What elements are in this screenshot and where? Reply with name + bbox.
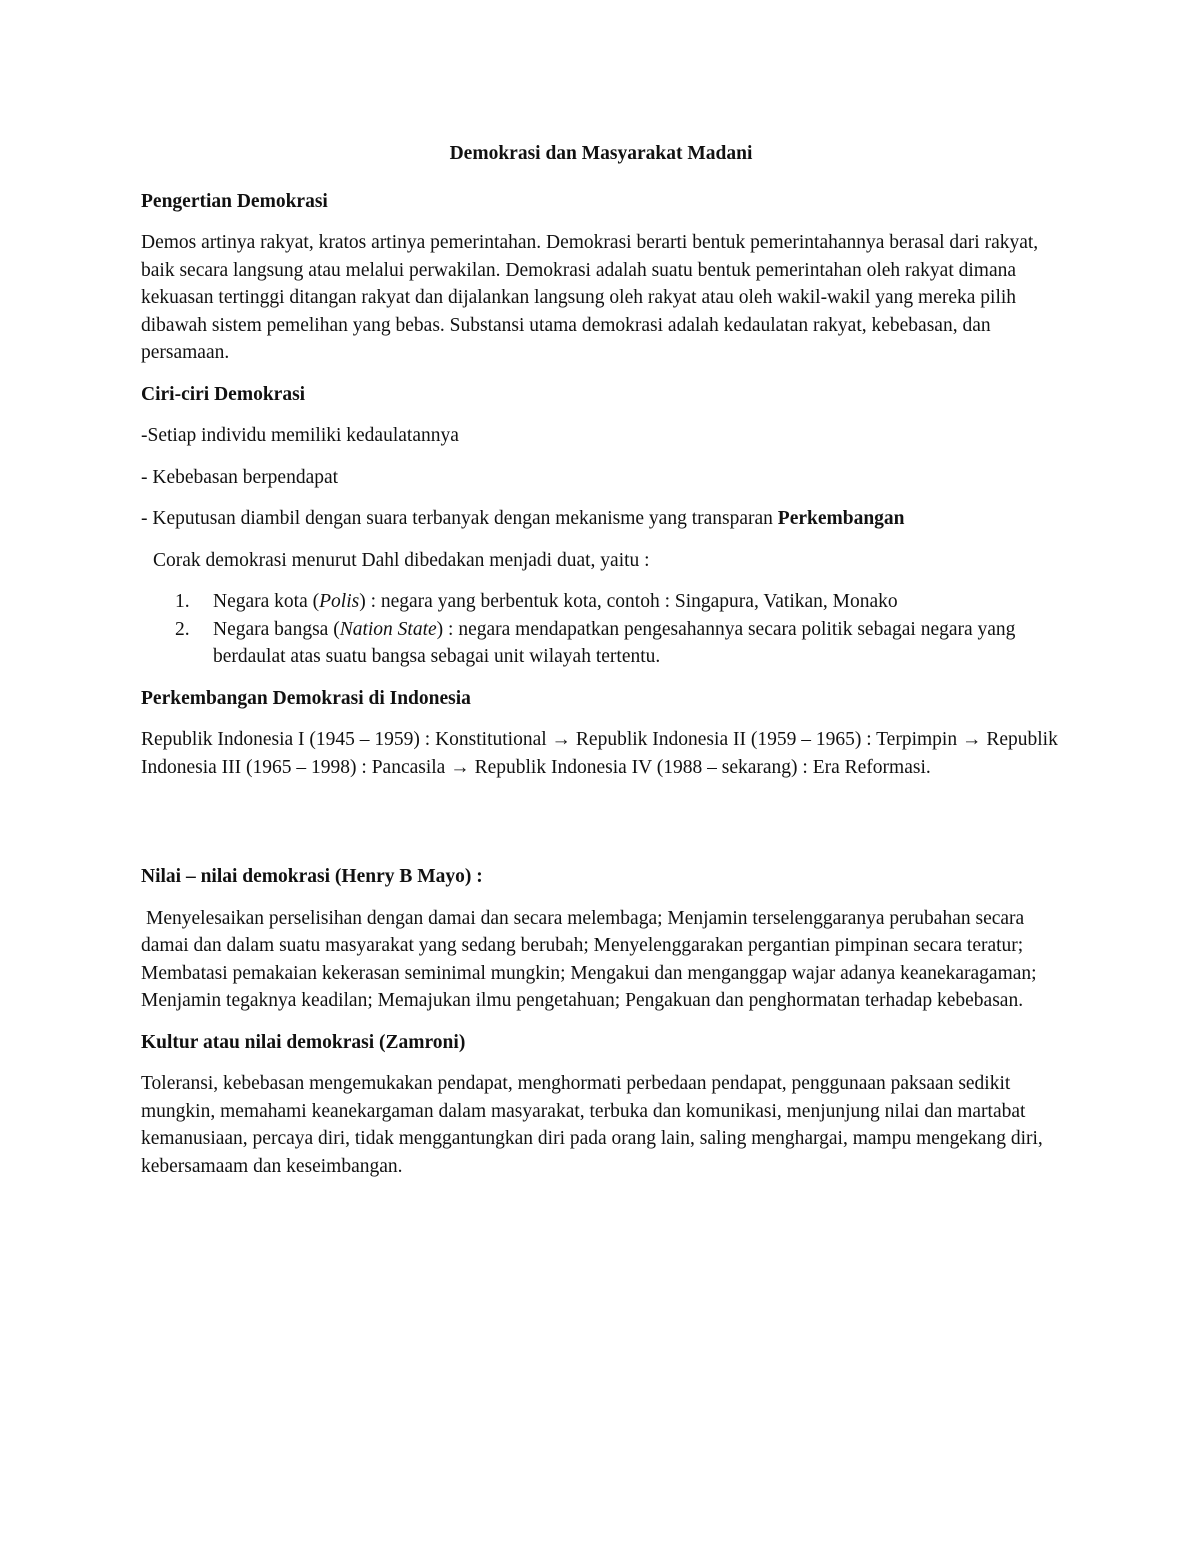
paragraph-nilai: Menyelesaikan perselisihan dengan damai dan secara melembaga; Menjamin terselenggaranya perubahan secara damai dan dalam suatu masyarakat yang sedang berubah; Menyelenggarakan pergantian pimpinan secara teratur; Membatasi pemakaian kekerasan seminimal mungkin; Mengakui dan menganggap wajar adanya keanekaragaman; Menjamin tegaknya keadilan; Memajukan ilmu pengetahuan; Pengakuan dan penghormatan terhadap kebebasan. <box>141 907 1037 1011</box>
bullet-item <box>141 505 1061 533</box>
list-item <box>141 616 1061 671</box>
section-heading-ciri: Ciri-ciri Demokrasi <box>141 383 306 405</box>
list-text-post: ) : negara yang berbentuk kota, contoh : Singapura, Vatikan, Monako <box>359 591 898 612</box>
paragraph-perkembangan-indonesia: Republik Indonesia I (1945 – 1959) : Konstitutional → Republik Indonesia II (1959 – 1965) : Terpimpin → Republik Indonesia III (1965 – 1998) : Pancasila → Republik Indonesia IV (1988 – sekarang) : Era Reformasi. <box>141 729 1058 778</box>
document-title: Demokrasi dan Masyarakat Madani <box>449 143 753 164</box>
list-number: 1. <box>175 591 190 612</box>
list-number: 2. <box>175 618 190 640</box>
list-text-pre: Negara bangsa ( <box>213 618 340 640</box>
paragraph-pengertian: Demos artinya rakyat, kratos artinya pemerintahan. Demokrasi berarti bentuk pemerintahannya berasal dari rakyat, baik secara langsung atau melalui perwakilan. Demokrasi adalah suatu bentuk pemerintahan oleh rakyat dimana kekuasan tertinggi ditangan rakyat dan dijalankan langsung oleh rakyat atau oleh wakil-wakil yang mereka pilih dibawah sistem pemelihan yang bebas. Substansi utama demokrasi adalah kedaulatan rakyat, kebebasan, dan persamaan. <box>141 232 1039 363</box>
list-text-italic: Polis <box>319 591 360 612</box>
blank-space <box>141 795 1061 863</box>
document-body <box>141 140 1061 1194</box>
section-heading-kultur: Kultur atau nilai demokrasi (Zamroni) <box>141 1031 466 1053</box>
numbered-list <box>141 588 1061 671</box>
list-text-pre: Negara kota ( <box>213 591 320 612</box>
bullet-text: - Keputusan diambil dengan suara terbanyak dengan mekanisme yang transparan <box>141 508 778 529</box>
paragraph-kultur: Toleransi, kebebasan mengemukakan pendapat, menghormati perbedaan pendapat, penggunaan paksaan sedikit mungkin, memahami keanekargaman dalam masyarakat, terbuka dan komunikasi, menjunjung nilai dan martabat kemanusiaan, percaya diri, tidak menggantungkan diri pada orang lain, saling menghargai, mampu mengekang diri, kebersamaam dan keseimbangan. <box>141 1073 1043 1177</box>
section-heading-pengertian: Pengertian Demokrasi <box>141 190 328 212</box>
list-item <box>141 588 1061 616</box>
section-heading-perkembangan-indonesia: Perkembangan Demokrasi di Indonesia <box>141 687 471 709</box>
list-text-post: ) : negara mendapatkan pengesahannya secara politik sebagai negara yang berdaulat atas suatu bangsa sebagai unit wilayah tertentu. <box>213 618 1016 667</box>
inline-heading-perkembangan: Perkembangan <box>777 508 905 529</box>
section-heading-nilai: Nilai – nilai demokrasi (Henry B Mayo) : <box>141 866 483 887</box>
list-text-italic: Nation State <box>339 618 437 640</box>
bullet-item: -Setiap individu memiliki kedaulatannya <box>141 425 459 446</box>
paragraph-corak: Corak demokrasi menurut Dahl dibedakan menjadi duat, yaitu : <box>153 549 650 571</box>
bullet-item: - Kebebasan berpendapat <box>141 466 339 488</box>
